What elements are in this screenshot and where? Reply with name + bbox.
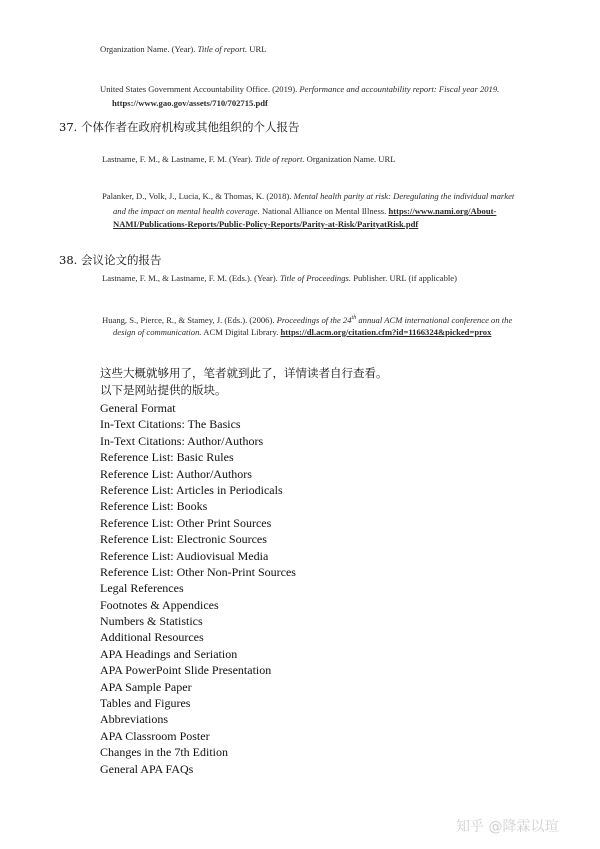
section-link[interactable]: APA Sample Paper [100, 679, 192, 694]
example-citation-individual-report-line3 [113, 216, 418, 232]
section-link[interactable]: Reference List: Author/Authors [100, 466, 252, 481]
example-citation-individual-report-line2: and the impact on mental health coverage. National Alliance on Mental Illness. https://www.nami.org/About- [113, 206, 497, 216]
example-citation-org-report-url-line [112, 95, 268, 111]
section-link[interactable]: Changes in the 7th Edition [100, 745, 228, 760]
section-link[interactable]: Reference List: Other Print Sources [100, 515, 272, 530]
section-link[interactable]: Additional Resources [100, 630, 204, 645]
section-link[interactable]: Footnotes & Appendices [100, 597, 219, 612]
section-link[interactable]: Legal References [100, 581, 184, 596]
example-citation-conference-proceedings-line2: design of communication. ACM Digital Library. https://dl.acm.org/citation.cfm?id=1166324&picked=prox [113, 327, 492, 337]
section-link[interactable]: APA PowerPoint Slide Presentation [100, 663, 272, 678]
closing-note-line2: 以下是网站提供的版块。 [100, 383, 227, 397]
section-link[interactable]: Reference List: Electronic Sources [100, 532, 267, 547]
section-link[interactable]: Tables and Figures [100, 696, 191, 711]
section-heading-37: 37. 个体作者在政府机构或其他组织的个人报告 [59, 120, 300, 134]
example-citation-individual-report: Palanker, D., Volk, J., Lucia, K., & Thomas, K. (2018). Mental health parity at risk: Deregulating the individual market [102, 191, 515, 201]
section-link[interactable]: General APA FAQs [100, 761, 194, 776]
gao-report-link[interactable]: https://www.gao.gov/assets/710/702715.pdf [112, 98, 268, 108]
template-citation-individual-report: Lastname, F. M., & Lastname, F. M. (Year). Title of report. Organization Name. URL [102, 154, 396, 164]
section-link[interactable]: Abbreviations [100, 712, 168, 727]
section-link[interactable]: Reference List: Articles in Periodicals [100, 482, 283, 497]
section-link[interactable]: APA Headings and Seriation [100, 646, 238, 661]
example-citation-org-report: United States Government Accountability Office. (2019). Performance and accountability report: Fiscal year 2019. [100, 84, 500, 94]
nami-report-link[interactable]: https://www.nami.org/About- [388, 206, 497, 216]
section-link[interactable]: APA Classroom Poster [100, 728, 210, 743]
example-citation-conference-proceedings: Huang, S., Pierce, R., & Stamey, J. (Eds.). (2006). Proceedings of the 24th annual ACM international conference on the [102, 314, 513, 325]
zhihu-watermark: 知乎 @降霖以瑄 [456, 819, 559, 835]
section-link[interactable]: In-Text Citations: Author/Authors [100, 433, 264, 448]
section-link[interactable]: Reference List: Audiovisual Media [100, 548, 269, 563]
section-link[interactable]: In-Text Citations: The Basics [100, 417, 241, 432]
section-heading-38: 38. 会议论文的报告 [59, 253, 162, 267]
template-citation-conference-proceedings: Lastname, F. M., & Lastname, F. M. (Eds.). (Year). Title of Proceedings. Publisher. URL (if applicable) [102, 273, 457, 283]
section-link[interactable]: Reference List: Other Non-Print Sources [100, 564, 296, 579]
section-link[interactable]: Reference List: Books [100, 499, 208, 514]
section-link[interactable]: Reference List: Basic Rules [100, 450, 234, 465]
section-link[interactable]: General Format [100, 401, 176, 415]
template-citation-org-report: Organization Name. (Year). Title of report. URL [100, 44, 267, 54]
acm-citation-link[interactable]: https://dl.acm.org/citation.cfm?id=1166324&picked=prox [280, 327, 492, 337]
apa-section-list [100, 400, 296, 777]
section-link[interactable]: Numbers & Statistics [100, 614, 203, 629]
closing-note-line1: 这些大概就够用了，笔者就到此了，详情读者自行查看。 [100, 366, 388, 380]
nami-report-link-cont[interactable]: NAMI/Publications-Reports/Public-Policy-Reports/Parity-at-Risk/ParityatRisk.pdf [113, 219, 419, 229]
